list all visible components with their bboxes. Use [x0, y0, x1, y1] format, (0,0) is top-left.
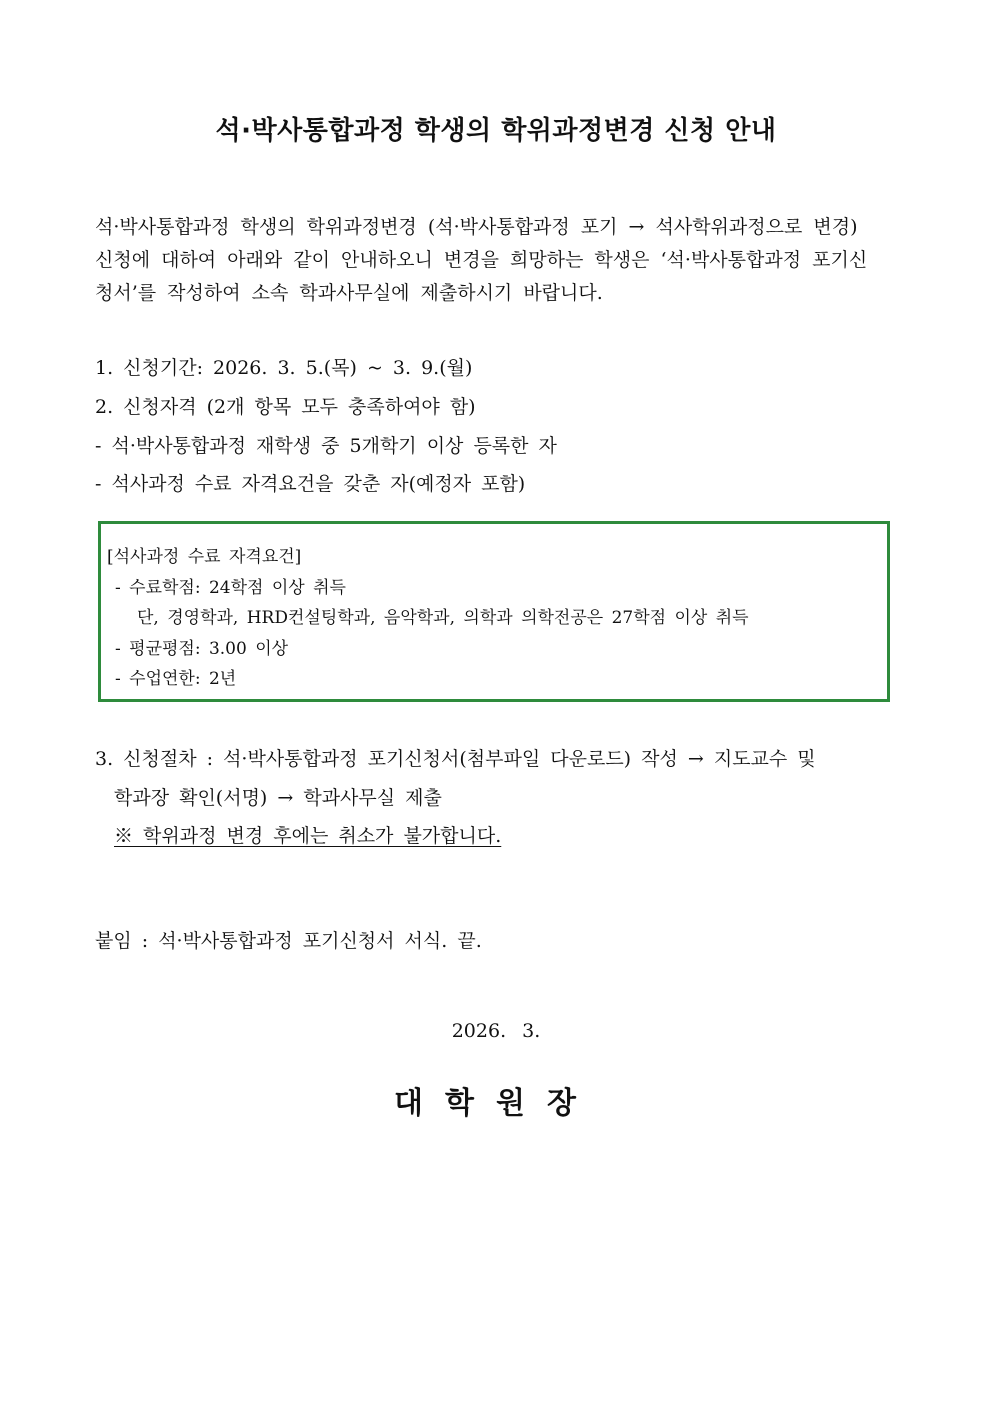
requirement-credits-note: 단, 경영학과, HRD컨설팅학과, 음악학과, 의학과 의학전공은 27학점 이상 취득 — [137, 608, 749, 628]
requirement-gpa: - 평균평점: 3.00 이상 — [115, 639, 289, 659]
requirements-heading: [석사과정 수료 자격요건] — [107, 547, 302, 567]
procedure-warning-note: ※ 학위과정 변경 후에는 취소가 불가합니다. — [114, 825, 502, 847]
signer-name: 대학원장 — [394, 1086, 598, 1121]
intro-line-1: 석·박사통합과정 학생의 학위과정변경 (석·박사통합과정 포기 → 석사학위과정으로 변경) — [95, 216, 858, 238]
requirement-credits: - 수료학점: 24학점 이상 취득 — [115, 578, 346, 598]
procedure-line-2: 학과장 확인(서명) → 학과사무실 제출 — [114, 787, 442, 809]
procedure-line-1: 3. 신청절차 : 석·박사통합과정 포기신청서(첨부파일 다운로드) 작성 → 지도교수 및 — [95, 748, 816, 770]
qualification-item-1: - 석·박사통합과정 재학생 중 5개학기 이상 등록한 자 — [95, 435, 557, 457]
document-date: 2026. 3. — [451, 1020, 541, 1042]
intro-line-2: 신청에 대하여 아래와 같이 안내하오니 변경을 희망하는 학생은 ‘석·박사통합과정 포기신 — [95, 249, 868, 271]
requirements-box — [98, 521, 890, 702]
application-period: 1. 신청기간: 2026. 3. 5.(목) ~ 3. 9.(월) — [95, 357, 473, 379]
intro-line-3: 청서’를 작성하여 소속 학과사무실에 제출하시기 바랍니다. — [95, 282, 603, 304]
requirement-duration: - 수업연한: 2년 — [115, 669, 237, 689]
document-title: 석·박사통합과정 학생의 학위과정변경 신청 안내 — [215, 116, 777, 146]
application-qualification: 2. 신청자격 (2개 항목 모두 충족하여야 함) — [95, 396, 476, 418]
attachment-note: 붙임 : 석·박사통합과정 포기신청서 서식. 끝. — [95, 930, 482, 952]
qualification-item-2: - 석사과정 수료 자격요건을 갖춘 자(예정자 포함) — [95, 473, 526, 495]
